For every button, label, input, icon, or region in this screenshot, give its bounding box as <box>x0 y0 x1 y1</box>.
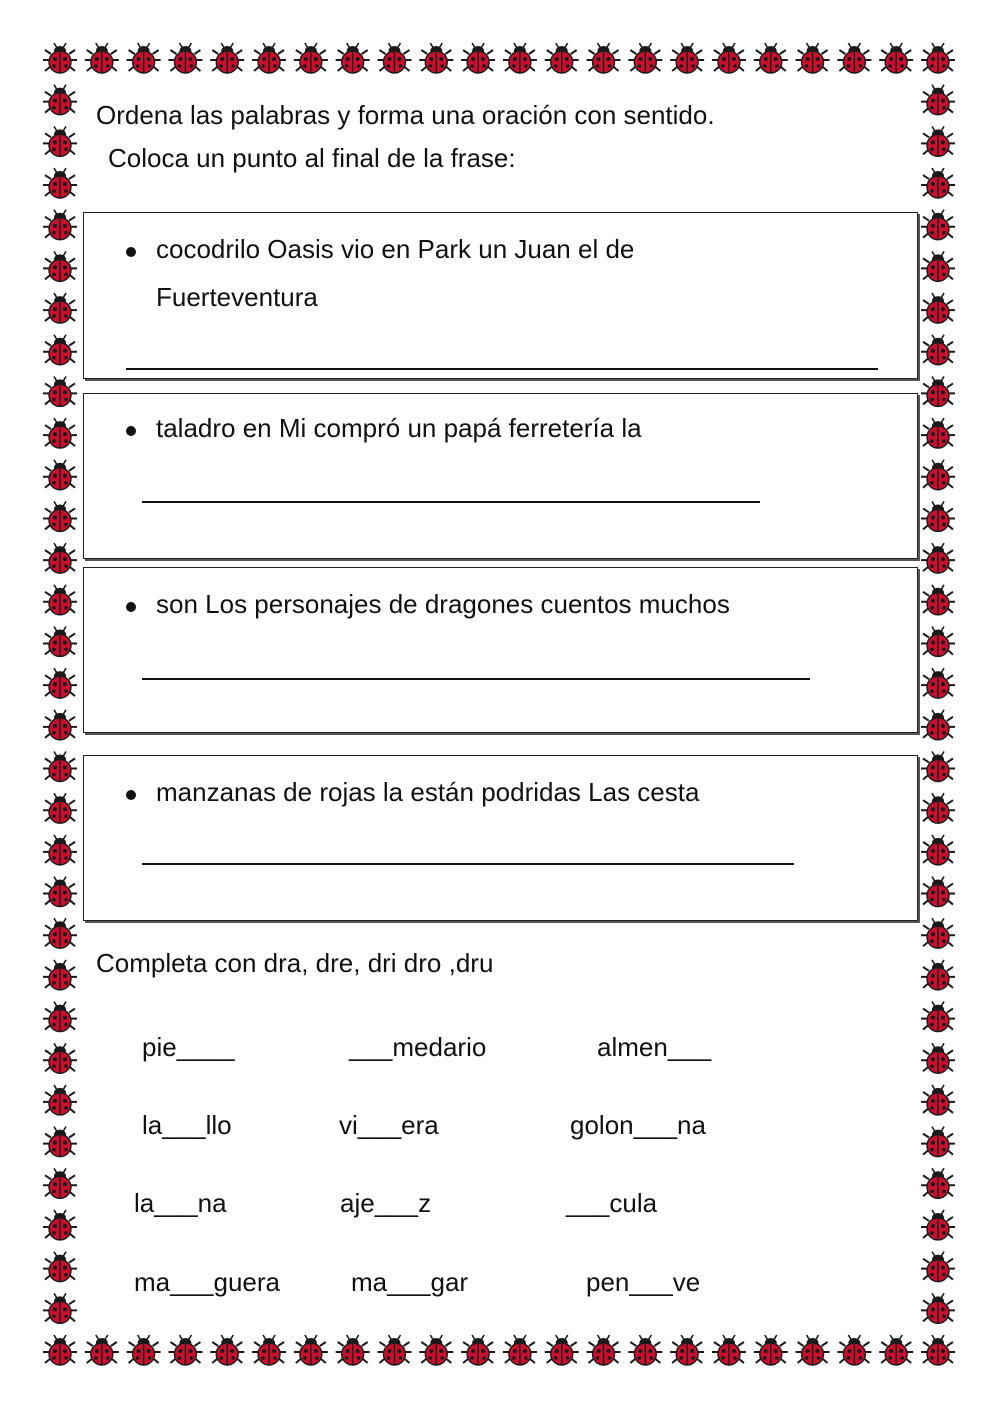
ladybug-icon <box>43 251 77 281</box>
scrambled-sentence-1: cocodrilo Oasis vio en Park un Juan el de Fuerteventura <box>156 234 635 312</box>
fill-word[interactable]: la___llo <box>142 1110 232 1140</box>
ladybug-icon <box>43 1127 77 1157</box>
answer-line-1[interactable] <box>126 368 878 370</box>
ladybug-icon <box>336 43 370 73</box>
scrambled-sentence-2: taladro en Mi compró un papá ferretería la <box>156 413 642 443</box>
ladybug-icon <box>43 1293 77 1323</box>
ladybug-icon <box>43 1335 77 1365</box>
completion-title: Completa con dra, dre, dri dro ,dru <box>96 948 494 978</box>
ladybug-icon <box>85 43 119 73</box>
ladybug-icon <box>921 1085 955 1115</box>
bullet-icon <box>126 426 136 436</box>
ladybug-icon <box>921 585 955 615</box>
ladybug-icon <box>43 752 77 782</box>
ladybug-icon <box>837 43 871 73</box>
ladybug-icon <box>921 460 955 490</box>
ladybug-icon <box>85 1335 119 1365</box>
sentence-item-3 <box>126 590 796 628</box>
ladybug-icon <box>43 710 77 740</box>
scrambled-sentence-4: manzanas de rojas la están podridas Las cesta <box>156 777 700 807</box>
fill-word[interactable]: pie____ <box>142 1032 235 1062</box>
ladybug-icon <box>43 835 77 865</box>
scrambled-sentence-3: son Los personajes de dragones cuentos muchos <box>156 589 730 619</box>
ladybug-icon <box>754 43 788 73</box>
ladybug-icon <box>210 1335 244 1365</box>
ladybug-icon <box>43 460 77 490</box>
ladybug-icon <box>921 710 955 740</box>
ladybug-icon <box>461 1335 495 1365</box>
ladybug-icon <box>921 543 955 573</box>
ladybug-icon <box>712 43 746 73</box>
fill-word[interactable]: pen___ve <box>586 1267 701 1297</box>
ladybug-icon <box>43 43 77 73</box>
ladybug-icon <box>921 1002 955 1032</box>
ladybug-icon <box>921 251 955 281</box>
ladybug-icon <box>670 43 704 73</box>
ladybug-icon <box>461 43 495 73</box>
sentence-box-2 <box>83 393 918 559</box>
ladybug-icon <box>921 1293 955 1323</box>
ladybug-icon <box>921 126 955 156</box>
sentence-box-1 <box>83 212 918 379</box>
ladybug-icon <box>879 43 913 73</box>
ladybug-icon <box>294 1335 328 1365</box>
fill-word[interactable]: vi___era <box>339 1110 439 1140</box>
ladybug-icon <box>628 1335 662 1365</box>
ladybug-icon <box>43 626 77 656</box>
ladybug-icon <box>419 1335 453 1365</box>
ladybug-icon <box>712 1335 746 1365</box>
ladybug-icon <box>921 376 955 406</box>
ladybug-icon <box>921 501 955 531</box>
ladybug-icon <box>43 1085 77 1115</box>
ladybug-icon <box>43 1168 77 1198</box>
ladybug-icon <box>921 85 955 115</box>
ladybug-icon <box>921 1252 955 1282</box>
ladybug-icon <box>43 877 77 907</box>
ladybug-icon <box>43 668 77 698</box>
ladybug-icon <box>921 668 955 698</box>
bullet-icon <box>126 602 136 612</box>
ladybug-icon <box>336 1335 370 1365</box>
ladybug-icon <box>252 1335 286 1365</box>
ladybug-icon <box>921 210 955 240</box>
ladybug-icon <box>796 43 830 73</box>
ladybug-icon <box>43 793 77 823</box>
ladybug-icon <box>127 43 161 73</box>
fill-word[interactable]: golon___na <box>570 1110 706 1140</box>
sentence-item-1 <box>126 235 796 321</box>
ladybug-icon <box>921 918 955 948</box>
fill-word[interactable]: aje___z <box>340 1188 432 1218</box>
ladybug-icon <box>252 43 286 73</box>
ladybug-icon <box>503 1335 537 1365</box>
ladybug-icon <box>503 43 537 73</box>
ladybug-icon <box>43 293 77 323</box>
ladybug-icon <box>377 1335 411 1365</box>
ladybug-icon <box>837 1335 871 1365</box>
ladybug-icon <box>754 1335 788 1365</box>
instruction-line-1: Ordena las palabras y forma una oración con sentido. <box>96 100 715 130</box>
ladybug-icon <box>921 1168 955 1198</box>
ladybug-icon <box>43 960 77 990</box>
sentence-box-3 <box>83 567 918 733</box>
ladybug-icon <box>879 1335 913 1365</box>
fill-word[interactable]: ___medario <box>349 1032 487 1062</box>
ladybug-icon <box>587 1335 621 1365</box>
ladybug-icon <box>168 1335 202 1365</box>
ladybug-icon <box>921 752 955 782</box>
ladybug-icon <box>43 376 77 406</box>
ladybug-icon <box>921 877 955 907</box>
fill-word[interactable]: la___na <box>134 1188 227 1218</box>
sentence-item-4 <box>126 778 796 816</box>
ladybug-icon <box>43 585 77 615</box>
ladybug-icon <box>43 168 77 198</box>
ladybug-icon <box>419 43 453 73</box>
fill-word[interactable]: ma___guera <box>134 1267 280 1297</box>
ladybug-icon <box>921 1127 955 1157</box>
bullet-icon <box>126 247 136 257</box>
ladybug-icon <box>921 1210 955 1240</box>
ladybug-icon <box>921 835 955 865</box>
ladybug-icon <box>294 43 328 73</box>
ladybug-icon <box>796 1335 830 1365</box>
ladybug-icon <box>43 1252 77 1282</box>
ladybug-icon <box>921 335 955 365</box>
answer-line-2[interactable] <box>142 501 760 503</box>
ladybug-icon <box>43 1043 77 1073</box>
sentence-box-4 <box>83 755 918 921</box>
bullet-icon <box>126 790 136 800</box>
ladybug-icon <box>43 335 77 365</box>
ladybug-icon <box>587 43 621 73</box>
ladybug-icon <box>43 85 77 115</box>
ladybug-icon <box>377 43 411 73</box>
ladybug-icon <box>210 43 244 73</box>
sentence-item-2 <box>126 414 796 452</box>
ladybug-icon <box>921 168 955 198</box>
ladybug-icon <box>545 43 579 73</box>
ladybug-icon <box>43 126 77 156</box>
ladybug-icon <box>545 1335 579 1365</box>
ladybug-icon <box>127 1335 161 1365</box>
ladybug-icon <box>43 501 77 531</box>
ladybug-icon <box>670 1335 704 1365</box>
fill-word[interactable]: ma___gar <box>351 1267 469 1297</box>
instruction-line-2: Coloca un punto al final de la frase: <box>108 143 516 173</box>
answer-line-3[interactable] <box>142 678 810 680</box>
ladybug-icon <box>921 960 955 990</box>
ladybug-icon <box>921 626 955 656</box>
fill-word[interactable]: ___cula <box>566 1188 658 1218</box>
fill-word[interactable]: almen___ <box>597 1032 712 1062</box>
answer-line-4[interactable] <box>142 863 794 865</box>
ladybug-icon <box>921 1043 955 1073</box>
ladybug-icon <box>921 418 955 448</box>
ladybug-icon <box>43 1210 77 1240</box>
ladybug-icon <box>43 210 77 240</box>
ladybug-icon <box>921 1335 955 1365</box>
ladybug-icon <box>921 793 955 823</box>
ladybug-icon <box>43 543 77 573</box>
ladybug-icon <box>921 43 955 73</box>
ladybug-icon <box>921 293 955 323</box>
ladybug-icon <box>628 43 662 73</box>
ladybug-icon <box>43 1002 77 1032</box>
ladybug-icon <box>43 918 77 948</box>
ladybug-icon <box>168 43 202 73</box>
ladybug-icon <box>43 418 77 448</box>
